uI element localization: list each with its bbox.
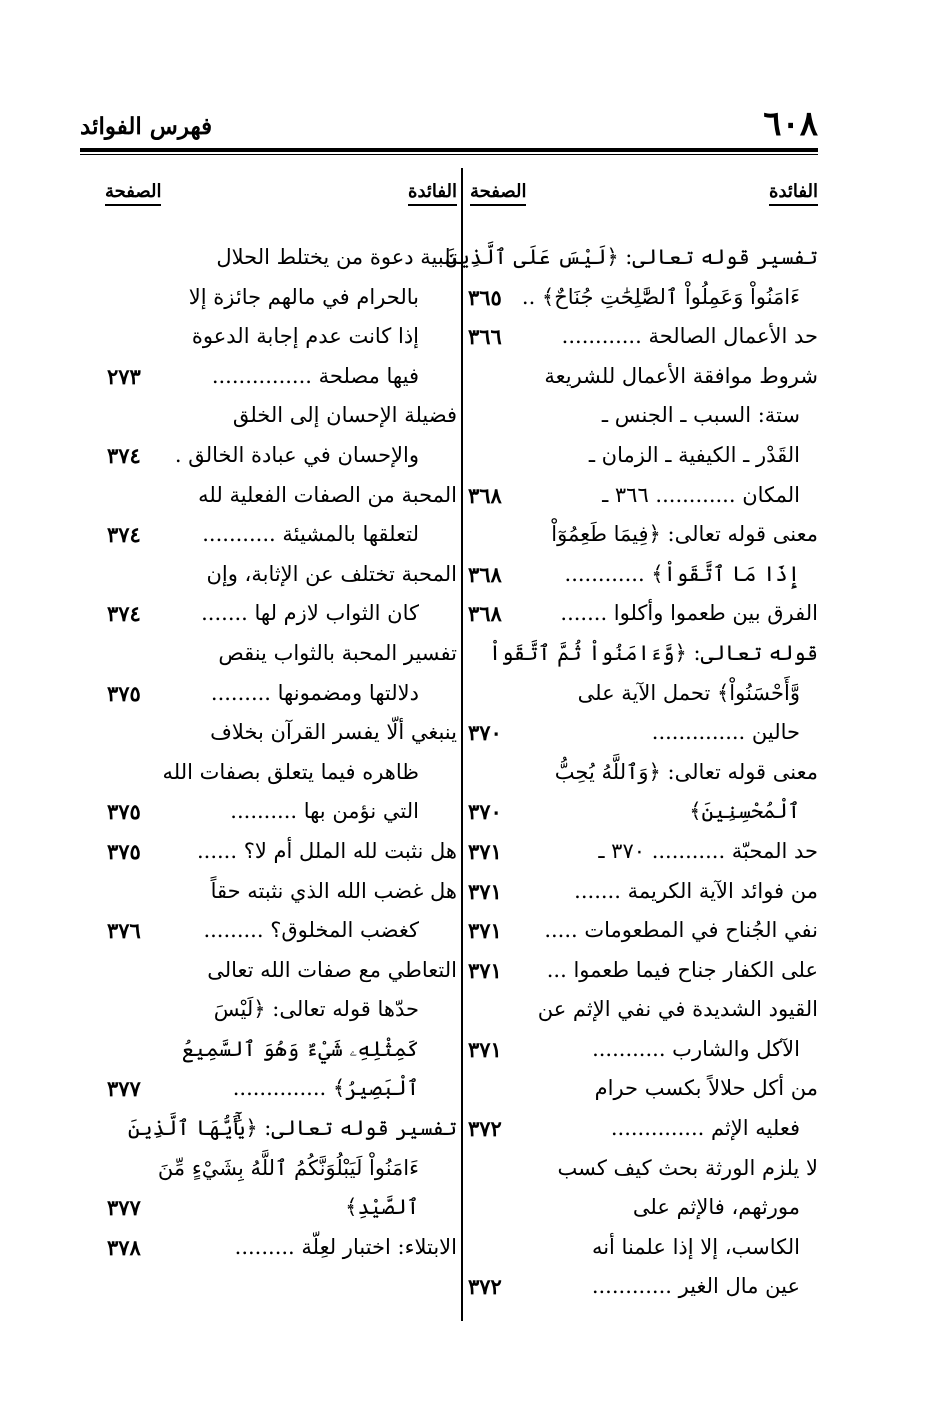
index-entry-page: ٣٧٤ — [107, 522, 141, 548]
index-entry-line — [468, 1228, 818, 1268]
index-entry-line — [468, 476, 818, 516]
index-entry-page: ٣٦٨ — [468, 482, 502, 508]
index-entry-line — [468, 713, 818, 753]
index-entry-line — [468, 1030, 818, 1070]
index-entry-line — [468, 753, 818, 793]
index-entry-line — [105, 1030, 457, 1070]
index-entry-text: ٱلْمُحْسِنِينَ﴾ — [689, 799, 800, 824]
index-entry-line — [105, 357, 457, 397]
running-title: فهرس الفوائد — [80, 113, 213, 140]
column-header-entry: الفائدة — [408, 180, 457, 206]
index-entry-line — [105, 713, 457, 753]
index-entry-line — [445, 238, 818, 278]
index-entry-text: عين مال الغير ............ — [591, 1274, 800, 1299]
index-column-left — [105, 172, 457, 1267]
index-entry-line — [468, 951, 818, 991]
index-entry-text: كان الثواب لازم لها ....... — [201, 601, 419, 626]
index-entry-page: ٣٧١ — [468, 838, 502, 864]
column-header-entry: الفائدة — [769, 180, 818, 206]
page-header — [80, 104, 818, 150]
index-entry-text: المحبة من الصفات الفعلية لله — [198, 482, 457, 507]
index-rows — [445, 238, 818, 1307]
index-entry-page: ٣٦٥ — [468, 284, 502, 310]
index-entry-line — [468, 792, 818, 832]
index-entry-text: هل نثبت لله الملل أم لا؟ ...... — [196, 838, 457, 863]
index-entry-line — [105, 951, 457, 991]
index-rows — [105, 238, 457, 1267]
index-entry-line — [468, 872, 818, 912]
index-entry-text: القيود الشديدة في نفي الإثم عن — [537, 997, 818, 1022]
index-entry-line — [468, 515, 818, 555]
index-entry-line — [468, 634, 818, 674]
index-entry-line — [468, 1188, 818, 1228]
index-entry-line — [105, 872, 457, 912]
index-entry-page: ٣٧٧ — [107, 1076, 141, 1102]
index-entry-page: ٣٧٦ — [107, 918, 141, 944]
index-entry-page: ٣٦٦ — [468, 324, 502, 350]
index-column-right — [445, 172, 818, 1307]
index-entry-line — [105, 1069, 457, 1109]
index-entry-page: ٣٧٨ — [107, 1234, 141, 1260]
index-entry-text: فعليه الإثم .............. — [610, 1116, 800, 1141]
index-entry-line — [468, 674, 818, 714]
index-entry-page: ٣٧٤ — [107, 442, 141, 468]
index-entry-text: ظاهره فيما يتعلق بصفات الله — [162, 759, 419, 784]
index-entry-text: تلبية دعوة من يختلط الحلال — [216, 245, 457, 269]
index-entry-text: وَّأَحْسَنُواْ﴾ تحمل الآية على — [577, 680, 800, 705]
index-entry-text: نفي الجُناح في المطعومات ..... — [544, 918, 818, 943]
index-entry-line — [105, 634, 457, 674]
index-entry-page: ٢٧٣ — [107, 363, 141, 389]
column-header-page: الصفحة — [105, 180, 161, 206]
index-entry-text: على الكفار جناح فيما طعموا ... — [546, 957, 818, 982]
index-entry-page: ٣٦٨ — [468, 601, 502, 627]
index-entry-text: ستة: السبب ـ الجنس ـ — [601, 403, 800, 428]
index-entry-line — [468, 911, 818, 951]
index-entry-line — [105, 436, 457, 476]
index-entry-text: إذا كانت عدم إجابة الدعوة — [191, 324, 419, 349]
index-entry-text: ٱلْبَصِيرُ﴾ .............. — [232, 1076, 419, 1101]
index-entry-page: ٣٧٥ — [107, 838, 141, 864]
index-entry-text: لتعلقها بالمشيئة ........... — [202, 522, 419, 547]
index-entry-line — [105, 990, 457, 1030]
index-entry-line — [468, 436, 818, 476]
index-entry-line — [105, 515, 457, 555]
index-entry-text: من فوائد الآية الكريمة ....... — [574, 878, 818, 903]
index-entry-line — [468, 832, 818, 872]
index-entry-text: حدّها قوله تعالى: ﴿لَيْسَ — [213, 997, 419, 1022]
index-entry-text: المكان ............ ٣٦٦ ـ — [602, 482, 800, 507]
index-entry-text: الآكل والشارب ........... — [592, 1036, 800, 1061]
index-entry-page: ٣٧٧ — [107, 1195, 141, 1221]
index-entry-line — [105, 396, 457, 436]
index-entry-text: معنى قوله تعالى: ﴿فِيمَا طَعِمُوٓاْ — [551, 522, 818, 547]
index-entry-text: بالحرام في مالهم جائزة إلا — [188, 284, 419, 309]
index-entry-line — [468, 555, 818, 595]
index-entry-page: ٣٧٢ — [468, 1274, 502, 1300]
index-entry-text: شروط موافقة الأعمال للشريعة — [544, 363, 818, 388]
index-entry-text: ءَامَنُواْ لَيَبْلُوَنَّكُمُ ٱللَّهُ بِشَيْءٍ مِّنَ — [157, 1155, 419, 1180]
index-entry-line — [105, 317, 457, 357]
index-entry-text: هل غضب الله الذي نثبته حقاً — [210, 878, 457, 903]
index-entry-text: تفسير المحبة بالثواب ينقص — [218, 640, 457, 665]
index-entry-text: حد الأعمال الصالحة ............ — [561, 324, 818, 349]
index-entry-line — [105, 792, 457, 832]
index-entry-text: مورثهم، فالإثم على — [632, 1195, 800, 1220]
index-entry-text: إِذَا مَا ٱتَّقَواْ﴾ ............ — [564, 561, 800, 586]
index-entry-line — [105, 674, 457, 714]
index-entry-line — [468, 1109, 818, 1149]
index-entry-line — [468, 317, 818, 357]
index-entry-text: كَمِثْلِهِۦ شَيْءٌ وَهُوَ ٱلسَّمِيعُ — [181, 1036, 419, 1061]
index-entry-line — [105, 1228, 457, 1268]
index-entry-page: ٣٦٨ — [468, 561, 502, 587]
index-entry-page: ٣٧٢ — [468, 1116, 502, 1142]
index-entry-line — [105, 832, 457, 872]
index-entry-text: ءَامَنُواْ وَعَمِلُواْ ٱلصَّٰلِحَٰتِ جُنَاحٌ﴾ .. — [521, 284, 800, 309]
index-entry-line — [105, 911, 457, 951]
index-entry-page: ٣٧٤ — [107, 601, 141, 627]
index-entry-page: ٣٧١ — [468, 918, 502, 944]
index-entry-text: والإحسان في عبادة الخالق . — [174, 442, 419, 467]
index-entry-line — [105, 1188, 457, 1228]
index-entry-text: لا يلزم الورثة بحث كيف كسب — [557, 1155, 818, 1180]
index-entry-line — [105, 278, 457, 318]
index-entry-line — [468, 1149, 818, 1189]
index-entry-line — [468, 990, 818, 1030]
index-entry-page: ٣٧٠ — [468, 720, 502, 746]
index-entry-text: المحبة تختلف عن الإثابة، وإن — [206, 561, 457, 586]
column-header — [468, 172, 818, 212]
index-entry-line — [468, 278, 818, 318]
index-entry-text: قوله تعالى: ﴿وَّءَامَنُواْ ثُمَّ ٱتَّقَواْ — [488, 640, 818, 665]
index-entry-text: التي نؤمن بها .......... — [230, 799, 419, 824]
index-entry-page: ٣٧٥ — [107, 799, 141, 825]
page-number: ٦٠٨ — [763, 104, 818, 144]
index-entry-text: الابتلاء: اختبار لعِلّة ......... — [234, 1234, 457, 1259]
index-entry-line — [105, 476, 457, 516]
column-header — [105, 172, 457, 212]
index-entry-text: من أكل حلالاً بكسب حرام — [594, 1076, 818, 1101]
index-entry-line — [105, 238, 457, 278]
index-entry-text: ٱلصَّيْدِ﴾ — [345, 1195, 419, 1220]
index-entry-text: التعاطي مع صفات الله تعالى — [207, 957, 457, 982]
index-entry-text: دلالتها ومضمونها ......... — [210, 680, 419, 705]
index-entry-line — [105, 1149, 457, 1189]
index-entry-text: فضيلة الإحسان إلى الخلق — [232, 403, 457, 428]
index-entry-line — [105, 1109, 457, 1149]
index-entry-text: ينبغي ألّا يفسر القرآن بخلاف — [210, 720, 457, 745]
index-entry-line — [468, 396, 818, 436]
index-entry-text: القَدْر ـ الكيفية ـ الزمان ـ — [588, 442, 800, 467]
column-header-page: الصفحة — [470, 180, 526, 206]
index-entry-text: الفرق بين طعموا وأكلوا ....... — [560, 601, 818, 626]
index-entry-text: فيها مصلحة ............... — [211, 363, 419, 388]
index-entry-text: معنى قوله تعالى: ﴿وَٱللَّهُ يُحِبُّ — [554, 759, 818, 784]
index-entry-page: ٣٧٥ — [107, 680, 141, 706]
index-entry-line — [468, 594, 818, 634]
index-entry-page: ٣٧١ — [468, 957, 502, 983]
index-entry-text: حالين .............. — [651, 720, 800, 745]
index-entry-text: كغضب المخلوق؟ ......... — [203, 918, 419, 943]
index-entry-text: حد المحبّة ........... ٣٧٠ ـ — [598, 838, 818, 863]
column-divider — [461, 168, 463, 1321]
index-entry-page: ٣٧٠ — [468, 799, 502, 825]
index-entry-line — [105, 594, 457, 634]
index-entry-line — [105, 555, 457, 595]
index-entry-line — [468, 1267, 818, 1307]
index-entry-text: الكاسب، إلا إذا علمنا أنه — [591, 1234, 800, 1259]
index-entry-line — [105, 753, 457, 793]
index-entry-text: تفسير قوله تعالى: ﴿لَيْسَ عَلَى ٱلَّذِينَ — [445, 245, 818, 269]
index-entry-page: ٣٧١ — [468, 878, 502, 904]
index-entry-line — [468, 1069, 818, 1109]
index-entry-text: تفسير قوله تعالى: ﴿يَٰٓأَيُّهَا ٱلَّذِينَ — [127, 1116, 457, 1141]
index-entry-line — [468, 357, 818, 397]
index-entry-page: ٣٧١ — [468, 1036, 502, 1062]
header-rule — [80, 148, 818, 155]
